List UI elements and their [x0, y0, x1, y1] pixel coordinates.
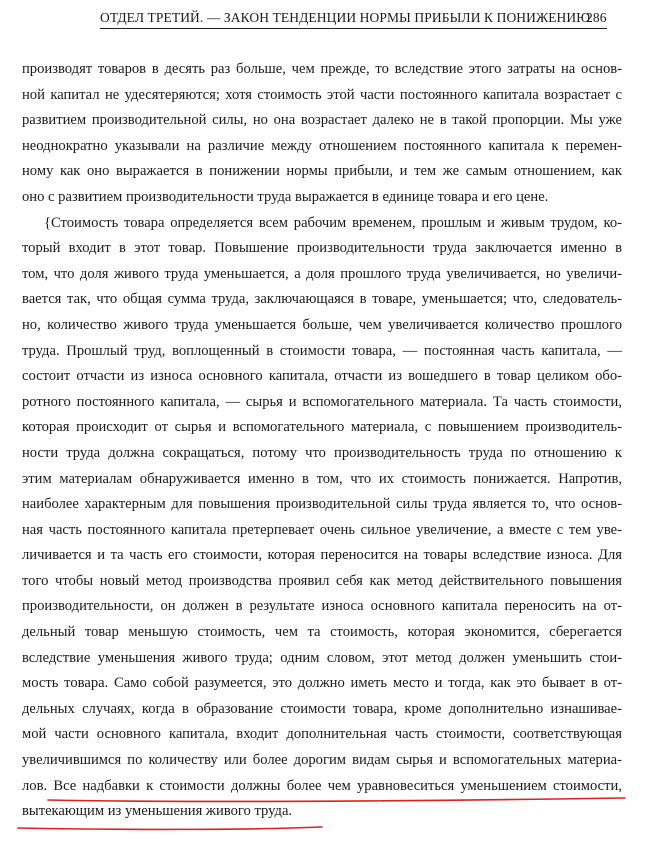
text-line: дельный товар меньшую стоимость, чем та стоимость, которая экономится, сберегается: [22, 624, 622, 641]
text-line: увеличившимся по количеству или более дорогим видам сырья и вспомогательных материа-: [22, 752, 622, 769]
page-header: [0, 10, 652, 32]
text-line: лов. Все надбавки к стоимости должны более чем уравновеситься уменьшением стоимости,: [22, 777, 622, 794]
text-line: вытекающим из уменьшения живого труда.: [22, 803, 293, 820]
text-line: оно с развитием производительности труда выражается в единице товара и его цене.: [22, 188, 549, 205]
text-line: ному как оно выражается в понижении нормы прибыли, и тем же самым отношением, как: [22, 163, 622, 180]
text-line: неоднократно указывали на различие между отношением постоянного капитала к перемен-: [22, 137, 622, 154]
text-line: развитием производительной силы, но она возрастает далеко не в такой пропорции. Мы уже: [22, 112, 622, 129]
text-line: мость товара. Само собой разумеется, это должно иметь место и тогда, как это бывает в от-: [22, 675, 622, 692]
page-number: 286: [586, 10, 607, 25]
text-line: том, что доля живого труда уменьшается, а доля прошлого труда увеличивается, но увеличи-: [22, 265, 622, 282]
text-line: производительности, он должен в результате износа основного капитала переносить на от-: [22, 598, 622, 615]
text-line: вается так, что общая сумма труда, заключающаяся в товаре, уменьшается; что, следователь-: [22, 291, 622, 308]
text-line: личивается и та часть его стоимости, которая переносится на товары вследствие износа. Для: [22, 547, 622, 564]
text-line: состоит отчасти из износа основного капитала, отчасти из вошедшего в товар целиком обо-: [22, 368, 622, 385]
text-line: ности труда должна сокращаться, потому что производительность труда по отношению к: [22, 444, 622, 461]
body-text: [22, 57, 622, 825]
text-line: ной капитал не удесятеряются; хотя стоимость этой части постоянного капитала возрастает с: [22, 86, 622, 103]
text-line: торый входит в этот товар. Повышение производительности труда заключается именно в: [22, 240, 622, 257]
text-line: которая происходит от сырья и вспомогательного материала, с повышением производитель-: [22, 419, 622, 436]
running-title: ОТДЕЛ ТРЕТИЙ. — ЗАКОН ТЕНДЕНЦИИ НОРМЫ ПРИБЫЛИ К ПОНИЖЕНИЮ: [100, 10, 591, 25]
paragraph: [22, 57, 622, 211]
text-line: ная часть постоянного капитала претерпевает очень сильное увеличение, а вместе с тем уве-: [22, 521, 622, 538]
paragraph: [22, 211, 622, 825]
highlight-underline-stroke-2: [18, 827, 322, 829]
text-line: производят товаров в десять раз больше, чем прежде, то вследствие этого затраты на основ-: [22, 61, 622, 77]
text-line: дельных случаях, когда в образование стоимости товара, кроме дополнительно изнашивае-: [22, 700, 622, 717]
header-rule: [100, 28, 607, 29]
text-line: вследствие уменьшения живого труда; одним словом, этот метод должен уменьшить стои-: [22, 649, 622, 666]
text-line: ротного постоянного капитала, — сырья и вспомогательного материала. Та часть стоимости,: [22, 393, 622, 410]
text-line: этим материалам обнаруживается именно в том, что их стоимость понижается. Напротив,: [22, 470, 622, 487]
text-line: наиболее характерным для повышения производительной силы труда является то, что основ-: [22, 496, 622, 513]
text-line: {Стоимость товара определяется всем рабочим временем, прошлым и живым трудом, ко-: [44, 214, 622, 231]
text-line: но, количество живого труда уменьшается больше, чем увеличивается количество прошлого: [22, 316, 622, 333]
text-line: труда. Прошлый труд, воплощенный в стоимости товара, — постоянная часть капитала, —: [22, 342, 622, 359]
text-line: того чтобы новый метод производства проявил себя как метод действительного повышения: [22, 572, 622, 589]
text-line: мой части основного капитала, входит дополнительная часть стоимости, соответствующая: [22, 726, 622, 743]
